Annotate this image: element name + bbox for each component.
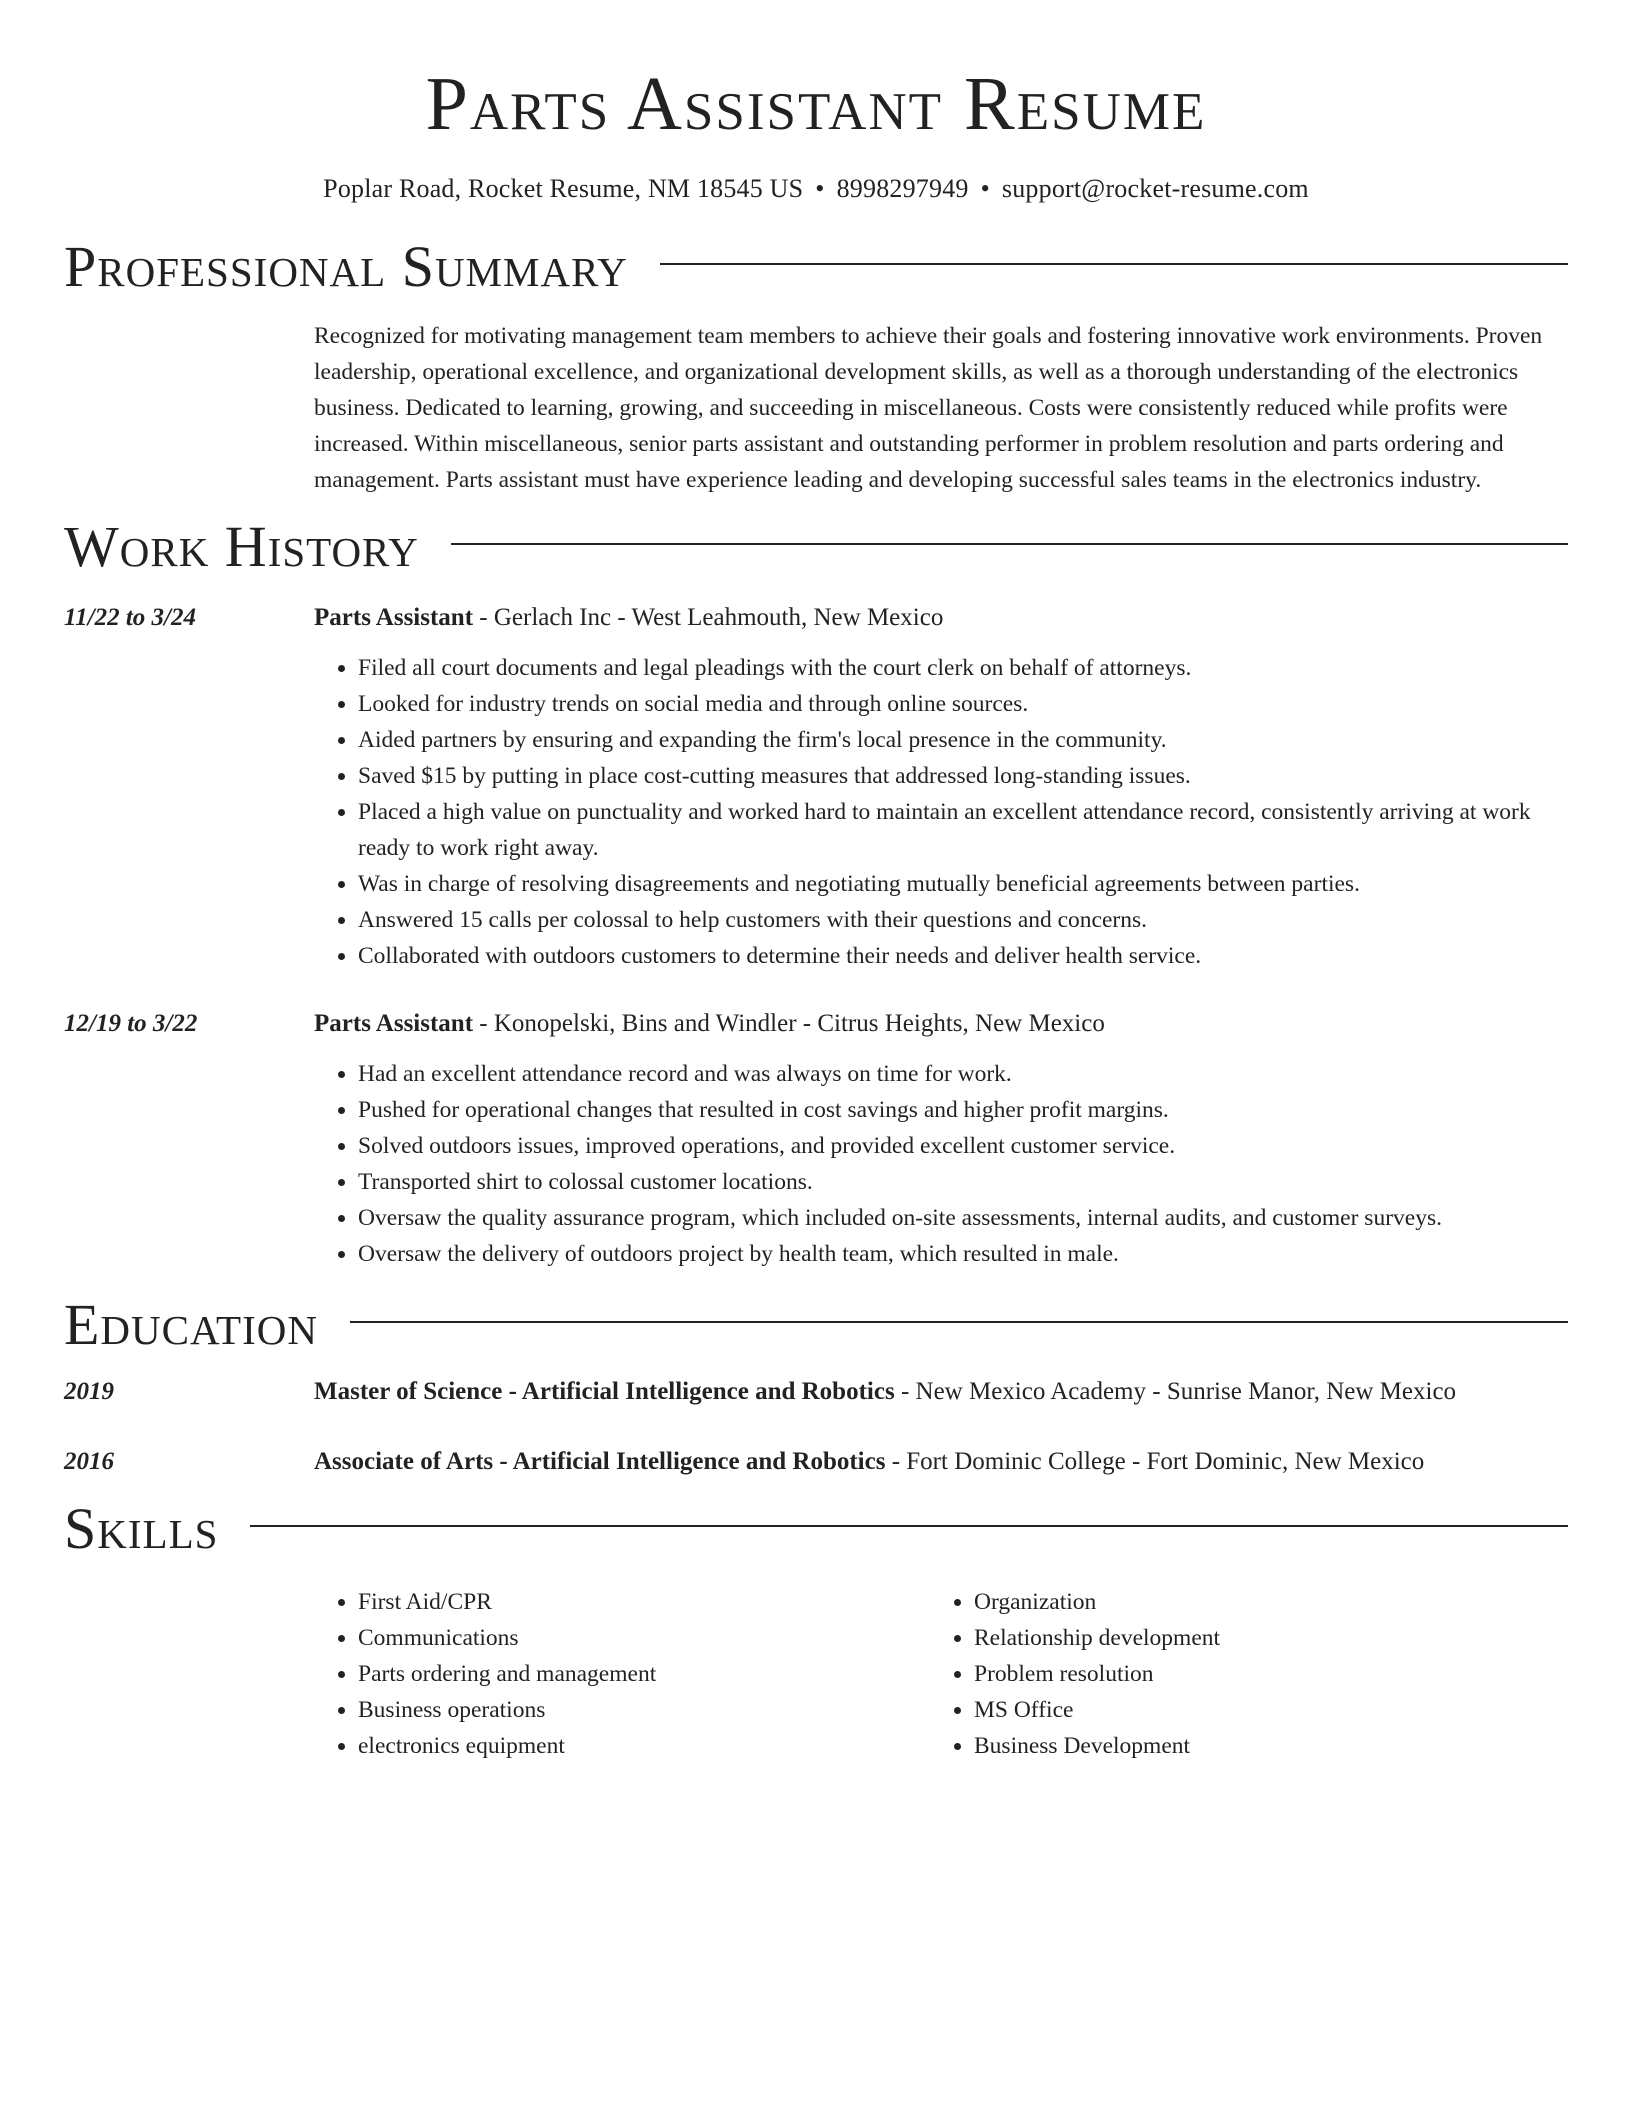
education-degree: Master of Science - Artificial Intelligence and Robotics <box>314 1378 895 1405</box>
heading-rule <box>350 1321 1568 1323</box>
education-entry <box>64 1374 1568 1410</box>
education-degree: Associate of Arts - Artificial Intelligence and Robotics <box>314 1448 886 1475</box>
skill-item: • Communications <box>358 1620 930 1656</box>
heading-rule <box>660 263 1568 265</box>
heading-rule <box>451 543 1568 545</box>
job-title: Parts Assistant <box>314 1010 474 1037</box>
list-item: • Aided partners by ensuring and expanding the firm's local presence in the community. <box>358 722 1568 758</box>
job-heading <box>314 1006 1568 1042</box>
list-item: • Was in charge of resolving disagreements and negotiating mutually beneficial agreements between parties. <box>358 866 1568 902</box>
skills-heading: Skills <box>64 1496 219 1561</box>
contact-address: Poplar Road, Rocket Resume, NM 18545 US <box>323 174 804 203</box>
section-heading <box>64 234 1568 300</box>
skill-item: • First Aid/CPR <box>358 1584 930 1620</box>
skills-column-left <box>314 1584 930 1764</box>
education-heading: Education <box>64 1292 318 1357</box>
list-item: • Pushed for operational changes that resulted in cost savings and higher profit margins. <box>358 1092 1568 1128</box>
job-details: - Gerlach Inc - West Leahmouth, New Mexico <box>473 604 944 631</box>
skills-section <box>64 1496 1568 1764</box>
section-heading <box>64 1292 1568 1358</box>
job-bullets <box>314 1056 1568 1272</box>
job-heading <box>314 600 1568 636</box>
job-entry <box>64 600 1568 974</box>
education-section <box>64 1292 1568 1480</box>
section-heading <box>64 1496 1568 1562</box>
list-item: • Oversaw the delivery of outdoors project by health team, which resulted in male. <box>358 1236 1568 1272</box>
skill-item: • Parts ordering and management <box>358 1656 930 1692</box>
list-item: • Collaborated with outdoors customers to determine their needs and deliver health service. <box>358 938 1568 974</box>
education-details: - New Mexico Academy - Sunrise Manor, New Mexico <box>894 1378 1457 1405</box>
job-entry <box>64 1006 1568 1272</box>
work-history-section <box>64 514 1568 1272</box>
education-year: 2019 <box>64 1378 114 1405</box>
skill-item: • Organization <box>974 1584 1546 1620</box>
skill-item: • Business Development <box>974 1728 1546 1764</box>
job-dates: 12/19 to 3/22 <box>64 1010 198 1037</box>
contact-separator: • <box>815 174 825 203</box>
education-heading-line <box>314 1374 1568 1410</box>
job-bullets <box>314 650 1568 974</box>
job-dates: 11/22 to 3/24 <box>64 604 196 631</box>
education-body <box>314 1374 1568 1410</box>
contact-separator: • <box>980 174 990 203</box>
list-item: • Oversaw the quality assurance program, which included on-site assessments, internal audits, and customer surveys. <box>358 1200 1568 1236</box>
list-item: • Placed a high value on punctuality and worked hard to maintain an excellent attendance record, consistently arriving at work ready to work right away. <box>358 794 1568 866</box>
skill-item: • Business operations <box>358 1692 930 1728</box>
education-body <box>314 1444 1568 1480</box>
resume-title: Parts Assistant Resume <box>425 62 1207 146</box>
list-item: • Had an excellent attendance record and was always on time for work. <box>358 1056 1568 1092</box>
list-item: • Transported shirt to colossal customer locations. <box>358 1164 1568 1200</box>
summary-heading: Professional Summary <box>64 234 628 299</box>
resume-header <box>64 0 1568 206</box>
list-item: • Answered 15 calls per colossal to help customers with their questions and concerns. <box>358 902 1568 938</box>
list-item: • Looked for industry trends on social media and through online sources. <box>358 686 1568 722</box>
education-heading-line <box>314 1444 1568 1480</box>
job-body <box>314 1006 1568 1272</box>
contact-phone[interactable]: 8998297949 <box>836 174 969 203</box>
work-history-heading: Work History <box>64 514 419 579</box>
job-details: - Konopelski, Bins and Windler - Citrus Heights, New Mexico <box>473 1010 1105 1037</box>
section-heading <box>64 514 1568 580</box>
skill-item: • Relationship development <box>974 1620 1546 1656</box>
heading-rule <box>250 1525 1568 1527</box>
skills-column-right <box>930 1584 1546 1764</box>
list-item: • Filed all court documents and legal pleadings with the court clerk on behalf of attorneys. <box>358 650 1568 686</box>
professional-summary-section <box>64 234 1568 498</box>
education-details: - Fort Dominic College - Fort Dominic, New Mexico <box>885 1448 1425 1475</box>
list-item: • Saved $15 by putting in place cost-cutting measures that addressed long-standing issues. <box>358 758 1568 794</box>
skill-item: • electronics equipment <box>358 1728 930 1764</box>
contact-line <box>64 172 1568 206</box>
skills-grid <box>314 1584 1568 1764</box>
summary-text: Recognized for motivating management team members to achieve their goals and fostering innovative work environments. Proven leadership, operational excellence, and organizational development skills, as well as a thorough understanding of the electronics business. Dedicated to learning, growing, and succeeding in miscellaneous. Costs were consistently reduced while profits were increased. Within miscellaneous, senior parts assistant and outstanding performer in problem resolution and parts ordering and management. Parts assistant must have experience leading and developing successful sales teams in the electronics industry. <box>314 323 1543 493</box>
contact-email[interactable]: support@rocket-resume.com <box>1001 174 1309 203</box>
skill-item: • MS Office <box>974 1692 1546 1728</box>
job-title: Parts Assistant <box>314 604 474 631</box>
list-item: • Solved outdoors issues, improved operations, and provided excellent customer service. <box>358 1128 1568 1164</box>
job-body <box>314 600 1568 974</box>
education-entry <box>64 1444 1568 1480</box>
education-year: 2016 <box>64 1448 114 1475</box>
skill-item: • Problem resolution <box>974 1656 1546 1692</box>
